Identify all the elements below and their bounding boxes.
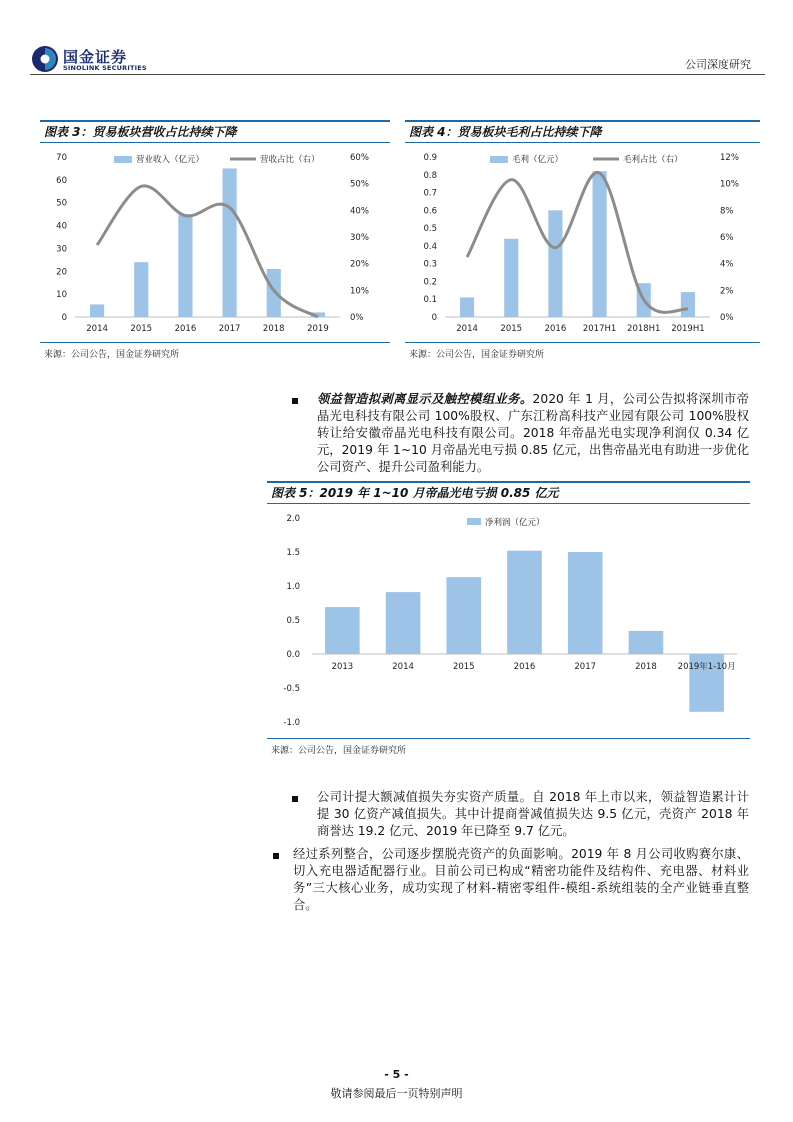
figure3-source-divider [40, 342, 390, 343]
figure5-chart [267, 508, 750, 736]
y-tick-label: 0.5 [286, 616, 300, 626]
header-divider [30, 74, 765, 75]
share-line [97, 186, 318, 317]
sinolink-logo-icon [30, 44, 60, 74]
bar [134, 262, 148, 317]
figure3-chart [40, 145, 390, 340]
category-label: 2015 [130, 324, 153, 334]
figure3-title: 图表 3：贸易板块营收占比持续下降 [44, 125, 237, 139]
y-tick-label: -0.5 [283, 684, 300, 694]
category-label: 2014 [392, 662, 414, 672]
y-tick-label: 2.0 [286, 514, 300, 524]
bar [593, 171, 607, 317]
category-label: 2019H1 [671, 324, 705, 334]
figure3-source: 来源：公司公告，国金证券研究所 [44, 350, 180, 360]
left-tick-label: 20 [56, 267, 67, 278]
left-tick-label: 0 [61, 313, 67, 323]
left-tick-label: 0.4 [423, 241, 437, 252]
category-label: 2017H1 [582, 324, 617, 334]
right-tick-label: 20% [350, 259, 369, 270]
category-label: 2016 [544, 324, 567, 334]
page-number: - 5 - [384, 1068, 409, 1081]
category-label: 2018 [635, 662, 657, 672]
left-tick-label: 0.3 [423, 259, 437, 270]
bar [90, 304, 104, 317]
right-tick-label: 12% [720, 153, 739, 163]
bullet-marker [292, 796, 298, 802]
bar [267, 269, 281, 317]
figure5-title: 图表 5：2019 年 1~10 月帝晶光电亏损 0.85 亿元 [271, 486, 559, 500]
legend-bar-label: 净利润（亿元） [485, 518, 545, 528]
left-tick-label: 0.2 [423, 277, 437, 288]
bar [223, 168, 237, 317]
figure4-chart [405, 145, 760, 340]
bar [446, 577, 481, 654]
right-tick-label: 50% [350, 179, 369, 190]
y-tick-label: 1.5 [286, 548, 300, 558]
bar [504, 239, 518, 317]
category-label: 2018 [262, 324, 285, 334]
report-type: 公司深度研究 [685, 58, 751, 71]
brand-name: 国金证券 [63, 48, 128, 66]
bar [178, 214, 192, 317]
left-tick-label: 0.7 [423, 188, 437, 199]
category-label: 2014 [86, 324, 108, 334]
left-tick-label: 70 [56, 153, 67, 163]
disclaimer-note: 敬请参阅最后一页特别声明 [330, 1087, 463, 1100]
left-tick-label: 50 [56, 198, 67, 209]
category-label: 2016 [174, 324, 197, 334]
left-tick-label: 60 [56, 175, 67, 186]
right-tick-label: 6% [720, 233, 734, 243]
figure4-source-divider [405, 342, 760, 343]
right-tick-label: 10% [720, 179, 739, 190]
legend-bar-label: 毛利（亿元） [512, 155, 564, 165]
left-tick-label: 0.8 [423, 170, 437, 181]
y-tick-label: 1.0 [286, 582, 300, 592]
category-label: 2015 [452, 662, 475, 672]
right-tick-label: 0% [720, 313, 734, 323]
share-line [467, 172, 688, 312]
paragraph-impairment: 公司计提大额减值损失夯实资产质量。自 2018 年上市以来，领益智造累计计提 30 亿资产减值损失。其中计提商誉减值损失达 9.5 亿元，壳资产 2018 年商誉达 19.2 亿元、2019 年已降至 9.7 亿元。 [317, 790, 749, 838]
figure5-source: 来源：公司公告，国金证券研究所 [271, 746, 407, 756]
figure5-source-divider [267, 738, 750, 739]
right-tick-label: 4% [720, 259, 734, 270]
left-tick-label: 0.9 [423, 153, 437, 163]
category-label: 2014 [456, 324, 478, 334]
bar [386, 592, 421, 654]
left-tick-label: 30 [56, 244, 67, 255]
category-label: 2019年1-10月 [677, 662, 736, 672]
right-tick-label: 2% [720, 286, 734, 297]
bar [325, 607, 360, 654]
paragraph-divestiture [317, 391, 749, 476]
category-label: 2019 [307, 324, 329, 334]
y-tick-label: 0.0 [286, 650, 300, 660]
paragraph-integration: 经过系列整合，公司逐步摆脱壳资产的负面影响。2019 年 8 月公司收购赛尔康、切入充电器适配器行业。目前公司已构成“精密功能件及结构件、充电器、材料业务”三大核心业务，成功实现了材料-精密零组件-模组-系统组装的全产业链垂直整合。 [293, 847, 749, 912]
figure4-source: 来源：公司公告，国金证券研究所 [409, 350, 545, 360]
figure4-title: 图表 4：贸易板块毛利占比持续下降 [409, 125, 602, 139]
right-tick-label: 10% [350, 286, 369, 297]
bar [681, 292, 695, 317]
left-tick-label: 0.6 [423, 206, 437, 217]
y-tick-label: -1.0 [283, 718, 300, 728]
legend-bar-swatch [467, 518, 481, 525]
category-label: 2018H1 [627, 324, 661, 334]
bar [629, 631, 664, 654]
left-tick-label: 40 [56, 221, 67, 232]
right-tick-label: 60% [350, 153, 369, 163]
right-tick-label: 8% [720, 206, 734, 217]
category-label: 2017 [574, 662, 597, 672]
category-label: 2016 [513, 662, 536, 672]
legend-line-label: 营收占比（右） [260, 155, 320, 165]
right-tick-label: 40% [350, 206, 369, 217]
bar [460, 297, 474, 317]
legend-bar-swatch [490, 156, 508, 163]
left-tick-label: 0.5 [423, 224, 437, 235]
left-tick-label: 0.1 [423, 295, 437, 306]
bar [548, 210, 562, 317]
category-label: 2013 [331, 662, 354, 672]
bullet-marker [292, 398, 298, 404]
right-tick-label: 30% [350, 233, 369, 243]
bullet-marker [273, 853, 279, 859]
legend-line-label: 毛利占比（右） [623, 155, 683, 165]
legend-bar-swatch [114, 156, 132, 163]
bar [507, 551, 542, 654]
right-tick-label: 0% [350, 313, 364, 323]
left-tick-label: 0 [431, 313, 437, 323]
brand-subtitle: SINOLINK SECURITIES [63, 64, 147, 72]
category-label: 2017 [218, 324, 241, 334]
left-tick-label: 10 [56, 290, 67, 301]
paragraph-divestiture-heading: 领益智造拟剥离显示及触控模组业务。 [317, 392, 533, 406]
paragraph-divestiture-body: 2020 年 1 月，公司公告拟将深圳市帝晶光电科技有限公司 100%股权、广东江粉高科技产业园有限公司 100%股权转让给安徽帝晶光电科技有限公司。2018 年帝晶光电实现净利润仅 0.34 亿元，2019 年 1~10 月帝晶光电亏损 0.85 亿元，出售帝晶光电有助进一步优化公司资产、提升公司盈利能力。 [317, 392, 749, 474]
category-label: 2015 [500, 324, 523, 334]
legend-bar-label: 营业收入（亿元） [136, 155, 205, 165]
bar [568, 552, 603, 654]
